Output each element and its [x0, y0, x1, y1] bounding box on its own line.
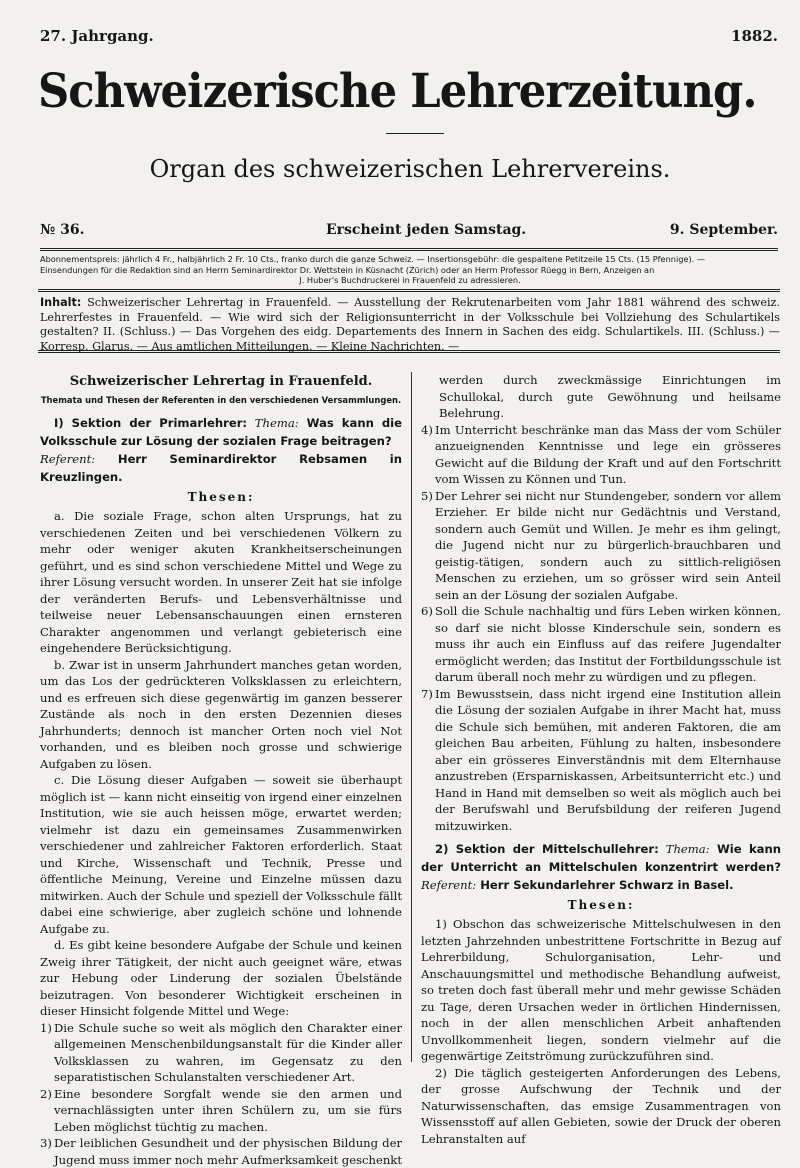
subscription-info — [40, 254, 780, 286]
list-item: 4) Im Unterricht beschränke man das Mass der vom Schüler anzueignenden Kenntnisse und lege ein grösseres Gewicht auf die Bildung der Kraft und auf den Fortschritt vom Wissen zu Können und Tun. — [421, 422, 781, 486]
list-item: 5) Der Lehrer sei nicht nur Stundengeber, sondern vor allem Erzieher. Er bilde nicht nur Gedächtnis und Verstand, sondern auch Gemüt und Willen. Je mehr es ihm gelingt, die Jugend nicht nur zu bürgerlich-brauchbaren und geistig-tätigen, sondern auch zu sittlich-religiösen Menschen zu erziehen, um so grösser wird sein Anteil sein an der Lösung der sozialen Aufgabe. — [421, 488, 781, 602]
contents — [40, 296, 780, 354]
list-item: 1) Die Schule suche so weit als möglich den Charakter einer allgemeinen Menschenbildungsanstalt für die Kinder aller Volksklassen zu wahren, im Gegensatz zu den separatistischen Schulanstalten verschiedener Art. — [40, 1020, 402, 1084]
thesis-c: c. Die Lösung dieser Aufgaben — soweit sie überhaupt möglich ist — kann nicht einseitig von irgend einer einzelnen Institution, wie sie auch heissen möge, erwartet werden; vielmehr ist dazu ein gemeinsames Zusammenwirken verschiedener und zahlreicher Faktoren erforderlich. Staat und Kirche, Wissenschaft und Technik, Presse und öffentliche Meinung, Vereine und Einzelne müssen dazu mitwirken. Auch der Schule und speziell der Volksschule fällt dabei eine schwierige, aber zugleich schöne und lohnende Aufgabe zu. — [40, 773, 402, 936]
subscription-line: Einsendungen für die Redaktion sind an Herrn Seminardirektor Dr. Wettstein in Küsnacht (Zürich) oder an Herrn Professor Rüegg in Bern, Anzeigen an — [40, 264, 655, 275]
issue-number: № 36. — [40, 222, 85, 238]
masthead-divider — [386, 133, 444, 134]
masthead-subtitle: Organ des schweizerischen Lehrervereins. — [149, 155, 671, 183]
thesis-1: 1) Obschon das schweizerische Mittelschulwesen in den letzten Jahrzehnden unbestrittene Fortschritte in Bezug auf Lehrerbildung, Schulorganisation, Lehr- und Anschauungsmittel und methodische Behandlung aufweist, so treten doch fast überall mehr und mehr gewisse Schäden zu Tage, deren Ursachen weder in örtlichen Hindernissen, noch in der allen menschlichen Arbeit anhaftenden Unvollkommenheit liegen, sondern vielmehr auf die gegenwärtige Zeitströmung zurückzuführen sind. — [421, 917, 781, 1063]
list-item: 3) Der leiblichen Gesundheit und der physischen Bildung der Jugend muss immer noch mehr Aufmerksamkeit geschenkt — [40, 1136, 402, 1167]
left-column — [40, 372, 402, 1168]
year-label: 1882. — [731, 27, 778, 45]
issue-line — [40, 222, 778, 244]
section-2-heading: 2) Sektion der Mittelschullehrer: Thema: Wie kann der Unterricht an Mittelschulen konzentrirt werden? Referent: Herr Sekundarlehrer Schwarz in Basel. — [421, 842, 781, 892]
article-subtitle: Themata und Thesen der Referenten in den verschiedenen Versammlungen. — [40, 395, 402, 405]
subscription-line: Abonnementspreis: jährlich 4 Fr., halbjährlich 2 Fr. 10 Cts., franko durch die ganze Schweiz. — Insertionsgebühr: die gespaltene Petitzeile 15 Cts. (15 Pfennige). — — [40, 254, 706, 264]
issue-frequency: Erscheint jeden Samstag. — [326, 222, 527, 238]
list-item: 7) Im Bewusstsein, dass nicht irgend eine Institution allein die Lösung der sozialen Aufgabe in ihrer Macht hat, muss die Schule sich bemühen, mit anderen Faktoren, die am gleichen Bau arbeiten, Fühlung zu halten, insbesondere aber ein grösseres Einverständnis mit dem Elternhause anzustreben (Ersparniskassen, Arbeitsunterricht etc.) und Hand in Hand mit demselben so weit als möglich auch bei der Berufswahl und Berufsbildung der reiferen Jugend mitzuwirken. — [421, 686, 781, 833]
volume-label: 27. Jahrgang. — [40, 27, 154, 45]
right-column — [421, 372, 781, 1147]
contents-label: Inhalt: — [40, 296, 82, 309]
thesen-heading: Thesen: — [567, 898, 635, 912]
thesen-heading: Thesen: — [187, 490, 255, 504]
article-title: Schweizerischer Lehrertag in Frauenfeld. — [69, 374, 373, 389]
list-item: 6) Soll die Schule nachhaltig und fürs Leben wirken können, so darf sie nicht blosse Kinderschule sein, sondern es muss ihr auch ein Einfluss auf das reifere Jugendalter ermöglicht werden; das Institut der Fortbildungsschule ist darum überall noch mehr zu würdigen und zu pflegen. — [421, 604, 781, 684]
section-1-heading: I) Sektion der Primarlehrer: Thema: Was kann die Volksschule zur Lösung der sozialen Frage beitragen? Referent: Herr Seminardirektor Rebsamen in Kreuzlingen. — [40, 416, 402, 484]
subscription-line: J. Huber's Buchdruckerei in Frauenfeld zu adressieren. — [299, 275, 521, 285]
thesis-a: a. Die soziale Frage, schon alten Ursprungs, hat zu verschiedenen Zeiten und bei verschiedenen Völkern zu mehr oder weniger akuten Krankheitserscheinungen geführt, und es sind schon verschiedene Mittel und Wege zu ihrer Lösung versucht worden. In unserer Zeit hat sie infolge der veränderten Berufs- und Lebensverhältnisse und teilweise neuer Lebensanschauungen einen ernsteren Charakter angenommen und verlangt gebieterisch eine eingehendere Berücksichtigung. — [40, 509, 402, 655]
masthead-title: Schweizerische Lehrerzeitung. — [38, 64, 757, 119]
thesis-2: 2) Die täglich gesteigerten Anforderungen des Lebens, der grosse Aufschwung der Technik und der Naturwissenschaften, das emsige Zusammentragen von Wissensstoff auf allen Gebieten, sowie der Druck der oberen Lehranstalten auf — [421, 1065, 781, 1146]
top-line — [40, 27, 778, 47]
issue-divider — [40, 248, 778, 251]
column-divider — [411, 372, 412, 1062]
list-item: 2) Eine besondere Sorgfalt wende sie den armen und vernachlässigten unter ihren Schülern zu, um sie fürs Leben möglichst tüchtig zu machen. — [40, 1086, 402, 1134]
issue-date: 9. September. — [669, 222, 778, 238]
contents-text: Schweizerischer Lehrertag in Frauenfeld. — Ausstellung der Rekrutenarbeiten vom Jahr 1881 während des schweiz. Lehrerfestes in Frauenfeld. — Wie wird sich der Religionsunterricht in der Volksschule bei Vollziehung des Schulartikels gestalten? II. (Schluss.) — Das Vorgehen des eidg. Departements des Innern in Sachen des eidg. Schulartikels. III. (Schluss.) — Korresp. Glarus. — Aus amtlichen Mitteilungen. — Kleine Nachrichten. — — [40, 296, 780, 353]
thesis-b: b. Zwar ist in unserm Jahrhundert manches getan worden, um das Los der gedrückteren Volksklassen zu erleichtern, und es erfreuen sich diese gegenwärtig im ganzen besserer Zustände als noch in den ersten Dezennien dieses Jahrhunderts; dennoch ist mancher Orten noch viel Not vorhanden, und es bleiben noch grosse und schwierige Aufgaben zu lösen. — [40, 657, 402, 771]
thesis-d: d. Es gibt keine besondere Aufgabe der Schule und keinen Zweig ihrer Tätigkeit, der nicht auch geeignet wäre, etwas zur Hebung oder Linderung der sozialen Übelstände beizutragen. Von besonderer Wichtigkeit erscheinen in dieser Hinsicht folgende Mittel und Wege: — [40, 938, 402, 1018]
continued-text: werden durch zweckmässige Einrichtungen im Schullokal, durch gute Gewöhnung und heilsame Belehrung. — [439, 373, 781, 420]
